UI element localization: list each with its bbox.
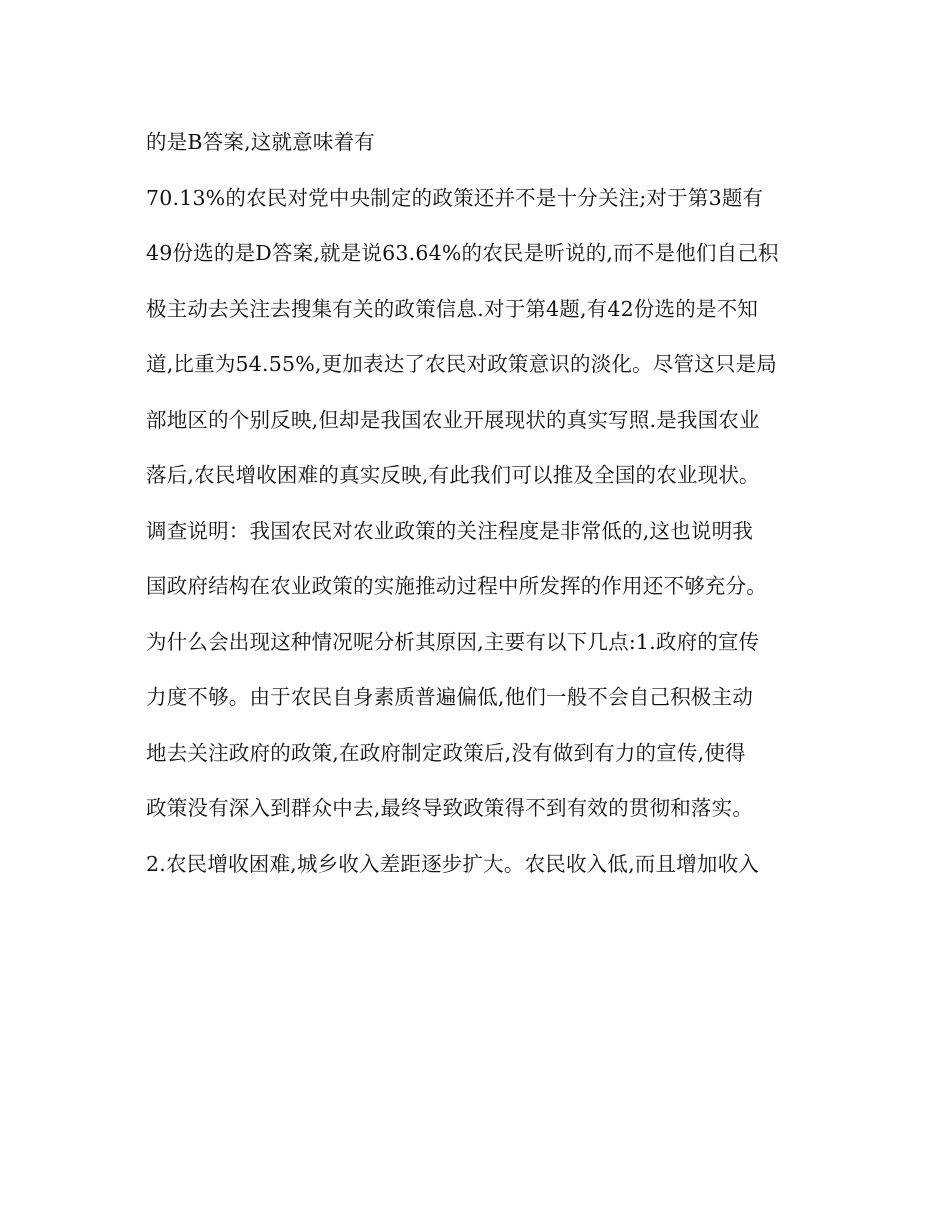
text-line-2: 70.13%的农民对党中央制定的政策还并不是十分关注;对于第3题有 (146, 185, 764, 210)
text-line-12: 地去关注政府的政策,在政府制定政策后,没有做到有力的宣传,使得 (146, 740, 746, 765)
text-line-14: 2.农民增收困难,城乡收入差距逐步扩大。农民收入低,而且增加收入 (146, 851, 759, 876)
text-line-4: 极主动去关注去搜集有关的政策信息.对于第4题,有42份选的是不知 (146, 296, 759, 321)
body-text (146, 122, 816, 899)
text-line-13: 政策没有深入到群众中去,最终导致政策得不到有效的贯彻和落实。 (146, 796, 754, 820)
text-line-1: 的是B答案,这就意味着有 (146, 130, 375, 154)
text-line-9: 国政府结构在农业政策的实施推动过程中所发挥的作用还不够充分。 (146, 574, 767, 598)
text-line-3: 49份选的是D答案,就是说63.64%的农民是听说的,而不是他们自己积 (146, 241, 779, 265)
text-line-10: 为什么会出现这种情况呢分析其原因,主要有以下几点:1.政府的宣传 (146, 629, 760, 654)
text-line-8: 调查说明：我国农民对农业政策的关注程度是非常低的,这也说明我 (146, 518, 754, 543)
text-line-7: 落后,农民增收困难的真实反映,有此我们可以推及全国的农业现状。 (146, 463, 760, 487)
text-line-6: 部地区的个别反映,但却是我国农业开展现状的真实写照.是我国农业 (146, 407, 760, 432)
text-line-11: 力度不够。由于农民自身素质普遍偏低,他们一般不会自己积极主动 (146, 685, 754, 709)
text-line-5: 道,比重为54.55%,更加表达了农民对政策意识的淡化。尽管这只是局 (146, 352, 777, 376)
